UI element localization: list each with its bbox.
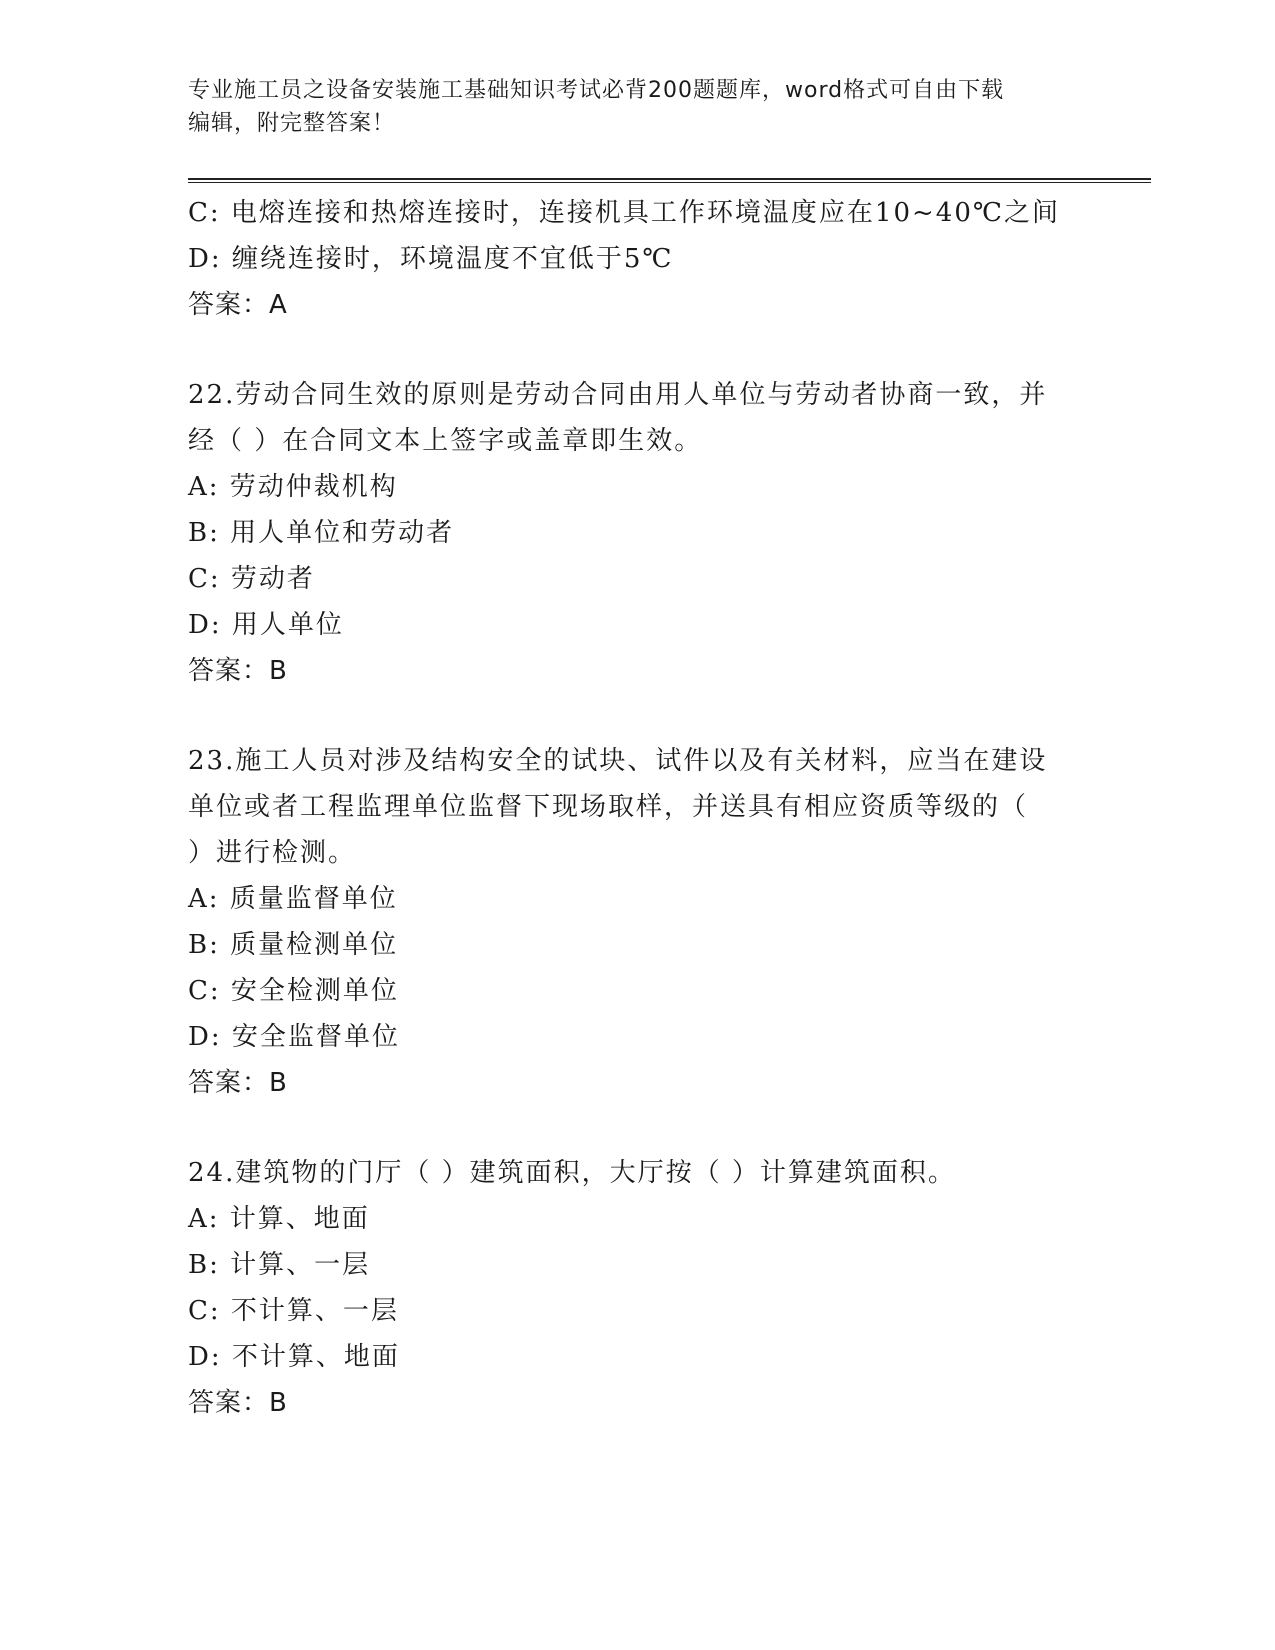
question-stem-line: 单位或者工程监理单位监督下现场取样，并送具有相应资质等级的（ — [188, 792, 1029, 822]
option-d: D: 安全监督单位 — [188, 1022, 400, 1052]
question-list — [188, 190, 1128, 1426]
question-stem-line: 23.施工人员对涉及结构安全的试块、试件以及有关材料，应当在建设 — [188, 746, 1048, 776]
option-d: D: 用人单位 — [188, 610, 344, 640]
question-stem-line: 24.建筑物的门厅（ ）建筑面积，大厅按（ ）计算建筑面积。 — [188, 1158, 956, 1188]
option-c: C: 安全检测单位 — [188, 976, 399, 1006]
question-stem-line: ）进行检测。 — [188, 838, 357, 868]
question-stem-line: 经（ ）在合同文本上签字或盖章即生效。 — [188, 426, 703, 456]
option-d: D: 缠绕连接时，环境温度不宜低于5℃ — [188, 244, 674, 274]
question-22 — [188, 372, 1088, 694]
header-title-line-1: 专业施工员之设备安装施工基础知识考试必背200题题库，word格式可自由下载 — [188, 78, 1005, 103]
question-24 — [188, 1150, 1088, 1426]
header-title-line-2: 编辑，附完整答案！ — [188, 111, 396, 136]
option-c: C: 不计算、一层 — [188, 1296, 399, 1326]
spacer — [188, 328, 1128, 372]
question-23 — [188, 738, 1088, 1106]
option-d: D: 不计算、地面 — [188, 1342, 400, 1372]
option-b: B: 用人单位和劳动者 — [188, 518, 455, 548]
spacer — [188, 1106, 1128, 1150]
header-divider — [188, 178, 1151, 183]
answer-line: 答案：B — [188, 1068, 288, 1098]
option-a: A: 计算、地面 — [188, 1204, 370, 1234]
option-b: B: 质量检测单位 — [188, 930, 399, 960]
previous-question-tail — [188, 190, 1128, 328]
document-header — [188, 74, 1088, 140]
answer-line: 答案：A — [188, 290, 288, 320]
option-a: A: 质量监督单位 — [188, 884, 398, 914]
answer-line: 答案：B — [188, 1388, 288, 1418]
option-c: C: 劳动者 — [188, 564, 315, 594]
option-c: C: 电熔连接和热熔连接时，连接机具工作环境温度应在10~40℃之间 — [188, 198, 1060, 228]
option-a: A: 劳动仲裁机构 — [188, 472, 398, 502]
option-b: B: 计算、一层 — [188, 1250, 371, 1280]
answer-line: 答案：B — [188, 656, 288, 686]
spacer — [188, 694, 1128, 738]
question-stem-line: 22.劳动合同生效的原则是劳动合同由用人单位与劳动者协商一致，并 — [188, 380, 1048, 410]
